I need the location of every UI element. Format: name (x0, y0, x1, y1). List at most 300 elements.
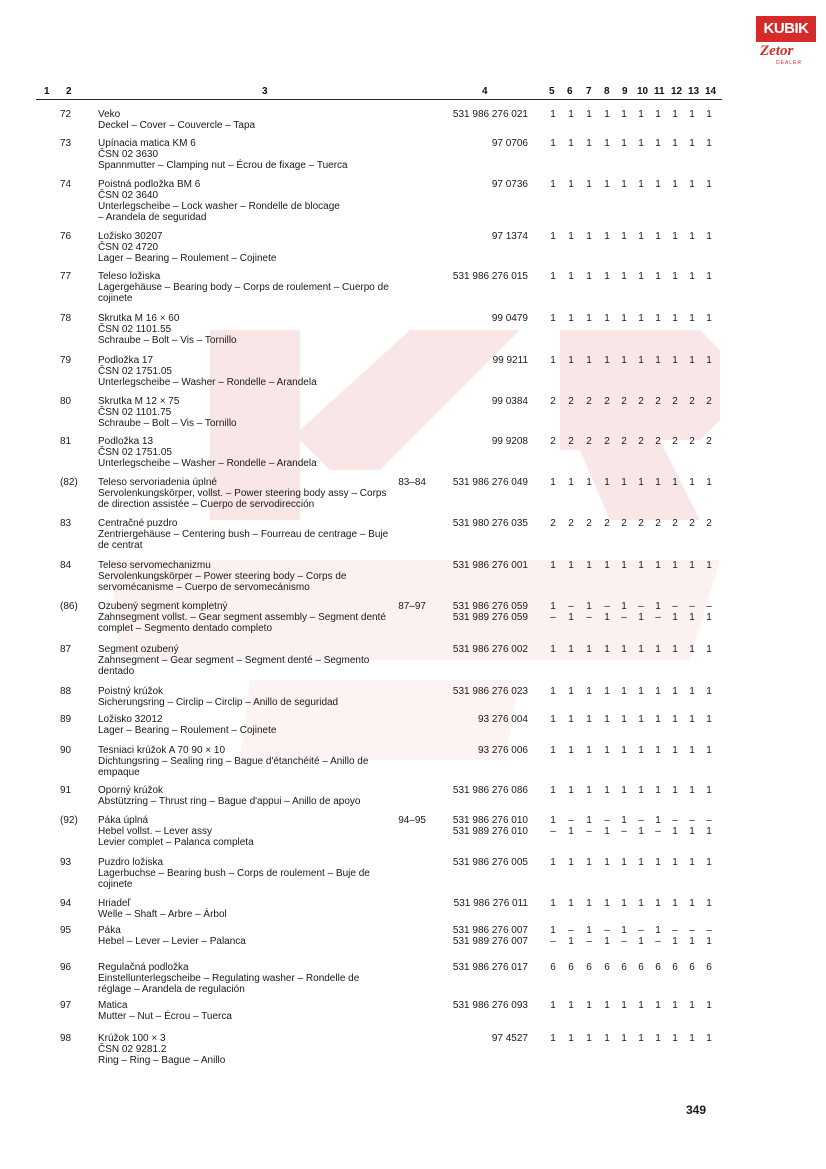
quantity-cell: 1 (621, 560, 627, 571)
quantity-cell: 1 (604, 686, 610, 697)
quantity-cell: 2 (655, 396, 661, 407)
quantity-cell: – (568, 815, 574, 826)
item-description-line: Sicherungsring – Circlip – Circlip – Anillo de seguridad (98, 697, 339, 708)
quantity-cell: 1 (550, 1000, 556, 1011)
quantity-cell: 1 (550, 231, 556, 242)
item-description-line: ČSN 02 9281.2 (98, 1044, 167, 1055)
logo-sub-text: DEALER (776, 60, 803, 66)
quantity-cell: 1 (604, 271, 610, 282)
quantity-cell: – (550, 826, 556, 837)
quantity-cell: 1 (689, 1033, 695, 1044)
quantity-cell: 1 (586, 644, 592, 655)
item-number: 88 (60, 686, 72, 697)
quantity-cell: – (604, 925, 610, 936)
quantity-cell: 1 (604, 560, 610, 571)
quantity-cell: 1 (604, 785, 610, 796)
quantity-cell: 1 (672, 714, 678, 725)
quantity-cell: 1 (638, 1000, 644, 1011)
quantity-cell: – (672, 815, 678, 826)
item-title: Teleso servomechanizmu (98, 560, 211, 571)
quantity-cell: 1 (586, 138, 592, 149)
item-description (98, 355, 438, 388)
item-number: 78 (60, 313, 72, 324)
quantity-cell: – (586, 826, 592, 837)
part-number: 99 9208 (491, 436, 528, 447)
quantity-cell: 2 (655, 436, 661, 447)
quantity-cell: 1 (689, 138, 695, 149)
quantity-line (540, 560, 720, 571)
item-title: Skrutka M 16 × 60 (98, 313, 180, 324)
quantity-cell: 1 (672, 271, 678, 282)
quantities (540, 857, 720, 868)
quantity-cell: – (706, 815, 712, 826)
quantity-cell: 1 (568, 1000, 574, 1011)
part-numbers (430, 815, 528, 837)
item-description-line: Lagerbuchse – Bearing bush – Corps de roulement – Buje de (98, 868, 370, 879)
item-description-line: Ring – Ring – Bague – Anillo (98, 1055, 226, 1066)
quantity-cell: – (706, 925, 712, 936)
quantity-cell: 1 (638, 857, 644, 868)
quantity-cell: 1 (568, 477, 574, 488)
quantity-cell: 1 (672, 1000, 678, 1011)
item-number: 90 (60, 745, 72, 756)
quantity-cell: 2 (638, 518, 644, 529)
quantity-cell: 1 (672, 612, 678, 623)
quantity-cell: – (621, 826, 627, 837)
quantity-cell: 1 (550, 898, 556, 909)
item-number: 96 (60, 962, 72, 973)
quantity-cell: 1 (550, 109, 556, 120)
quantity-cell: 1 (672, 686, 678, 697)
quantity-cell: 1 (689, 936, 695, 947)
column-header-7: 7 (586, 86, 592, 97)
quantity-cell: 1 (568, 271, 574, 282)
item-description-line: Zahnsegment – Gear segment – Segment denté – Segmento (98, 655, 370, 666)
quantities (540, 518, 720, 529)
quantities (540, 396, 720, 407)
quantity-cell: 1 (621, 1000, 627, 1011)
quantity-cell: – (604, 815, 610, 826)
column-header-8: 8 (604, 86, 610, 97)
item-range: 87–97 (398, 601, 426, 612)
part-numbers (430, 686, 528, 697)
item-description-line: Mutter – Nut – Écrou – Tuerca (98, 1011, 232, 1022)
item-title: Poistný krúžok (98, 686, 164, 697)
item-title: Ozubený segment kompletný (98, 601, 228, 612)
quantity-cell: 1 (655, 714, 661, 725)
quantity-cell: 1 (586, 109, 592, 120)
item-description-line: ČSN 02 3640 (98, 190, 159, 201)
quantity-cell: 1 (568, 231, 574, 242)
quantity-cell: 1 (568, 745, 574, 756)
quantity-line (540, 518, 720, 529)
quantity-cell: 2 (706, 396, 712, 407)
part-numbers (430, 857, 528, 868)
item-description (98, 396, 438, 429)
quantity-cell: 2 (638, 436, 644, 447)
quantity-cell: 1 (638, 477, 644, 488)
quantity-cell: 1 (706, 477, 712, 488)
quantity-cell: 1 (655, 477, 661, 488)
quantity-cell: 1 (586, 925, 592, 936)
quantity-cell: 1 (672, 644, 678, 655)
item-title: Tesniaci krúžok A 70 90 × 10 (98, 745, 226, 756)
item-number: 89 (60, 714, 72, 725)
item-description (98, 271, 438, 304)
part-numbers (430, 313, 528, 324)
item-description (98, 686, 438, 708)
item-number: 76 (60, 231, 72, 242)
item-description-line: ČSN 02 4720 (98, 242, 159, 253)
quantity-cell: 1 (689, 313, 695, 324)
part-number: 531 986 276 086 (452, 785, 528, 796)
item-description-line: cojinete (98, 293, 133, 304)
quantity-line (540, 1000, 720, 1011)
quantity-cell: 6 (638, 962, 644, 973)
quantity-cell: 1 (689, 179, 695, 190)
item-number: 98 (60, 1033, 72, 1044)
quantity-cell: 1 (672, 936, 678, 947)
quantity-line (540, 612, 720, 623)
quantity-cell: – (672, 601, 678, 612)
quantity-cell: 1 (672, 785, 678, 796)
item-description-line: Dichtungsring – Sealing ring – Bague d'étanchéité – Anillo de (98, 756, 369, 767)
quantity-cell: 1 (638, 612, 644, 623)
quantity-line (540, 714, 720, 725)
quantity-line (540, 231, 720, 242)
item-range: 94–95 (398, 815, 426, 826)
quantity-cell: 1 (689, 785, 695, 796)
quantity-cell: 1 (550, 313, 556, 324)
quantity-cell: – (568, 925, 574, 936)
quantity-cell: 1 (568, 898, 574, 909)
quantity-cell: 1 (586, 686, 592, 697)
item-description-line: complet – Segmento dentado completo (98, 623, 272, 634)
quantity-cell: 1 (586, 714, 592, 725)
quantity-cell: 1 (586, 601, 592, 612)
quantity-cell: 1 (638, 313, 644, 324)
item-description-line: cojinete (98, 879, 133, 890)
quantity-cell: 1 (655, 179, 661, 190)
quantity-line (540, 271, 720, 282)
part-numbers (430, 1000, 528, 1011)
part-number: 531 986 276 021 (452, 109, 528, 120)
quantity-cell: 1 (638, 644, 644, 655)
quantity-cell: 2 (604, 518, 610, 529)
item-title: Krúžok 100 × 3 (98, 1033, 166, 1044)
column-header-2: 2 (66, 86, 72, 97)
part-numbers (430, 271, 528, 282)
part-number: 531 986 276 010 (452, 815, 528, 826)
item-description-line: de direction assistée – Cuerpo de servodirección (98, 499, 315, 510)
quantity-cell: 1 (655, 313, 661, 324)
quantity-cell: 1 (621, 109, 627, 120)
quantity-cell: 2 (689, 396, 695, 407)
item-title: Puzdro ložiska (98, 857, 164, 868)
quantity-cell: 1 (706, 138, 712, 149)
quantity-cell: 2 (621, 518, 627, 529)
item-description-line: ČSN 02 1101.55 (98, 324, 172, 335)
item-description-line: Unterlegscheibe – Washer – Rondelle – Arandela (98, 377, 317, 388)
quantity-cell: 1 (568, 857, 574, 868)
quantity-cell: 2 (621, 396, 627, 407)
quantity-cell: 1 (706, 745, 712, 756)
quantity-cell: 2 (621, 436, 627, 447)
item-description-line: dentado (98, 666, 135, 677)
quantity-cell: 1 (638, 745, 644, 756)
item-description-line: Welle – Shaft – Arbre – Árbol (98, 909, 227, 920)
quantity-cell: 1 (604, 826, 610, 837)
quantity-cell: – (568, 601, 574, 612)
quantity-cell: – (655, 936, 661, 947)
quantity-cell: 1 (568, 785, 574, 796)
quantity-cell: 1 (568, 355, 574, 366)
quantity-cell: 1 (689, 714, 695, 725)
quantity-line (540, 826, 720, 837)
item-description-line: servomécanisme – Cuerpo de servomecánismo (98, 582, 310, 593)
item-description (98, 898, 438, 920)
quantity-cell: 1 (706, 936, 712, 947)
part-number: 99 9211 (492, 355, 528, 366)
part-numbers (430, 518, 528, 529)
quantity-cell: – (638, 815, 644, 826)
item-description-line: Spannmutter – Clamping nut – Écrou de fixage – Tuerca (98, 160, 348, 171)
quantities (540, 785, 720, 796)
quantity-cell: 1 (689, 109, 695, 120)
quantity-cell: – (655, 612, 661, 623)
item-title: Centračné puzdro (98, 518, 178, 529)
quantity-cell: 1 (706, 1033, 712, 1044)
part-numbers (430, 436, 528, 447)
quantity-cell: 1 (672, 1033, 678, 1044)
quantity-cell: 1 (655, 686, 661, 697)
item-title: Hriadeľ (98, 898, 131, 909)
quantity-cell: – (706, 601, 712, 612)
item-number: 94 (60, 898, 72, 909)
quantity-cell: 1 (621, 644, 627, 655)
item-description (98, 857, 438, 890)
item-description-line: Lager – Bearing – Roulement – Cojinete (98, 253, 277, 264)
quantity-cell: 1 (706, 271, 712, 282)
item-number: (86) (60, 601, 78, 612)
item-title: Páka úplná (98, 815, 149, 826)
quantity-cell: – (672, 925, 678, 936)
quantity-cell: 2 (568, 436, 574, 447)
quantity-line (540, 601, 720, 612)
item-description (98, 962, 438, 995)
quantity-cell: 1 (706, 1000, 712, 1011)
quantity-cell: 1 (550, 560, 556, 571)
quantity-cell: 1 (621, 313, 627, 324)
quantity-cell: 1 (706, 714, 712, 725)
quantity-cell: – (689, 925, 695, 936)
quantity-cell: 1 (672, 898, 678, 909)
column-header-10: 10 (637, 86, 649, 97)
item-description-line: ČSN 02 1751.05 (98, 366, 172, 377)
quantity-cell: 1 (586, 313, 592, 324)
quantity-cell: 1 (689, 898, 695, 909)
logo-banner (756, 16, 816, 42)
quantity-cell: 1 (689, 745, 695, 756)
column-header-5: 5 (549, 86, 555, 97)
quantities (540, 644, 720, 655)
column-header-12: 12 (671, 86, 683, 97)
part-number: 93 276 006 (477, 745, 528, 756)
quantity-cell: – (550, 612, 556, 623)
quantity-line (540, 686, 720, 697)
quantities (540, 601, 720, 623)
quantity-cell: 1 (550, 179, 556, 190)
column-header-3: 3 (262, 86, 268, 97)
quantity-cell: 1 (672, 477, 678, 488)
part-number: 97 0736 (491, 179, 528, 190)
quantity-cell: 2 (706, 436, 712, 447)
quantity-cell: 1 (621, 601, 627, 612)
item-title: Matica (98, 1000, 128, 1011)
quantities (540, 436, 720, 447)
quantity-cell: 1 (621, 355, 627, 366)
quantity-cell: 1 (568, 644, 574, 655)
quantity-cell: 1 (689, 560, 695, 571)
quantity-cell: – (638, 601, 644, 612)
item-description-line: Deckel – Cover – Couvercle – Tapa (98, 120, 256, 131)
item-description-line: Lagergehäuse – Bearing body – Corps de roulement – Cuerpo de (98, 282, 389, 293)
quantity-cell: 1 (621, 714, 627, 725)
column-header-9: 9 (622, 86, 628, 97)
quantity-cell: 6 (568, 962, 574, 973)
quantities (540, 109, 720, 120)
quantity-cell: 1 (638, 271, 644, 282)
quantity-cell: – (550, 936, 556, 947)
quantity-line (540, 962, 720, 973)
quantity-cell: 6 (655, 962, 661, 973)
quantity-cell: 1 (586, 1000, 592, 1011)
part-numbers (430, 898, 528, 909)
part-number: 531 986 276 005 (452, 857, 528, 868)
item-description (98, 179, 438, 223)
quantity-cell: 1 (638, 936, 644, 947)
quantities (540, 560, 720, 571)
quantities (540, 138, 720, 149)
quantity-cell: 2 (672, 436, 678, 447)
quantity-cell: 1 (586, 785, 592, 796)
quantity-cell: 2 (672, 396, 678, 407)
quantity-cell: 2 (604, 396, 610, 407)
part-number: 531 986 276 023 (452, 686, 528, 697)
part-numbers (430, 109, 528, 120)
item-number: (82) (60, 477, 78, 488)
quantity-cell: 1 (706, 179, 712, 190)
quantity-line (540, 815, 720, 826)
quantity-cell: 1 (689, 612, 695, 623)
quantity-cell: 1 (706, 612, 712, 623)
quantities (540, 898, 720, 909)
quantity-cell: 2 (568, 518, 574, 529)
quantity-line (540, 477, 720, 488)
item-number: 95 (60, 925, 72, 936)
quantities (540, 815, 720, 837)
item-description (98, 1033, 438, 1066)
quantity-cell: 1 (672, 313, 678, 324)
quantity-cell: 1 (550, 644, 556, 655)
quantity-cell: 1 (655, 925, 661, 936)
quantity-cell: 1 (550, 714, 556, 725)
part-number: 531 986 276 011 (453, 898, 528, 909)
quantity-cell: 1 (604, 714, 610, 725)
part-number: 531 989 276 059 (452, 612, 528, 623)
part-number: 531 986 276 007 (452, 925, 528, 936)
quantity-cell: 1 (621, 1033, 627, 1044)
part-number: 531 986 276 059 (452, 601, 528, 612)
item-number: 84 (60, 560, 72, 571)
item-title: Ložisko 32012 (98, 714, 163, 725)
quantity-cell: 1 (655, 857, 661, 868)
part-numbers (430, 179, 528, 190)
part-numbers (430, 785, 528, 796)
quantity-cell: 1 (672, 179, 678, 190)
item-title: Podložka 17 (98, 355, 154, 366)
item-title: Teleso ložiska (98, 271, 161, 282)
item-title: Upínacia matica KM 6 (98, 138, 196, 149)
logo-top-text: KUBIK (763, 20, 809, 37)
quantity-cell: 6 (706, 962, 712, 973)
item-number: 87 (60, 644, 72, 655)
quantity-line (540, 138, 720, 149)
quantity-cell: 1 (568, 826, 574, 837)
quantity-cell: 1 (604, 477, 610, 488)
quantity-cell: 1 (550, 601, 556, 612)
quantity-cell: 1 (568, 612, 574, 623)
quantity-cell: 1 (604, 936, 610, 947)
quantities (540, 271, 720, 282)
item-number: 97 (60, 1000, 72, 1011)
quantity-cell: 2 (550, 436, 556, 447)
item-description-line: ČSN 02 3630 (98, 149, 159, 160)
quantity-cell: – (638, 925, 644, 936)
quantity-cell: 1 (655, 355, 661, 366)
quantity-cell: 1 (550, 785, 556, 796)
quantity-cell: 1 (655, 898, 661, 909)
part-numbers (430, 477, 528, 488)
quantity-cell: 1 (568, 179, 574, 190)
quantity-cell: 1 (604, 231, 610, 242)
column-header-14: 14 (705, 86, 717, 97)
quantity-cell: 1 (689, 477, 695, 488)
quantity-cell: 1 (672, 857, 678, 868)
quantity-cell: 1 (638, 138, 644, 149)
quantity-cell: 1 (706, 785, 712, 796)
quantity-cell: 1 (568, 109, 574, 120)
item-description-line: Zahnsegment vollst. – Gear segment assembly – Segment denté (98, 612, 386, 623)
part-number: 99 0384 (491, 396, 528, 407)
item-title: Skrutka M 12 × 75 (98, 396, 180, 407)
quantity-cell: 1 (586, 231, 592, 242)
quantity-cell: 1 (604, 355, 610, 366)
part-numbers (430, 231, 528, 242)
quantity-cell: 1 (586, 560, 592, 571)
quantity-cell: 2 (706, 518, 712, 529)
quantity-cell: 1 (621, 231, 627, 242)
quantity-cell: 1 (586, 1033, 592, 1044)
quantity-cell: 1 (689, 1000, 695, 1011)
quantities (540, 231, 720, 242)
item-description-line: Lager – Bearing – Roulement – Cojinete (98, 725, 277, 736)
quantity-cell: 1 (706, 686, 712, 697)
quantity-cell: 1 (586, 898, 592, 909)
item-description (98, 231, 438, 264)
quantity-cell: 1 (604, 644, 610, 655)
quantity-cell: 1 (568, 313, 574, 324)
